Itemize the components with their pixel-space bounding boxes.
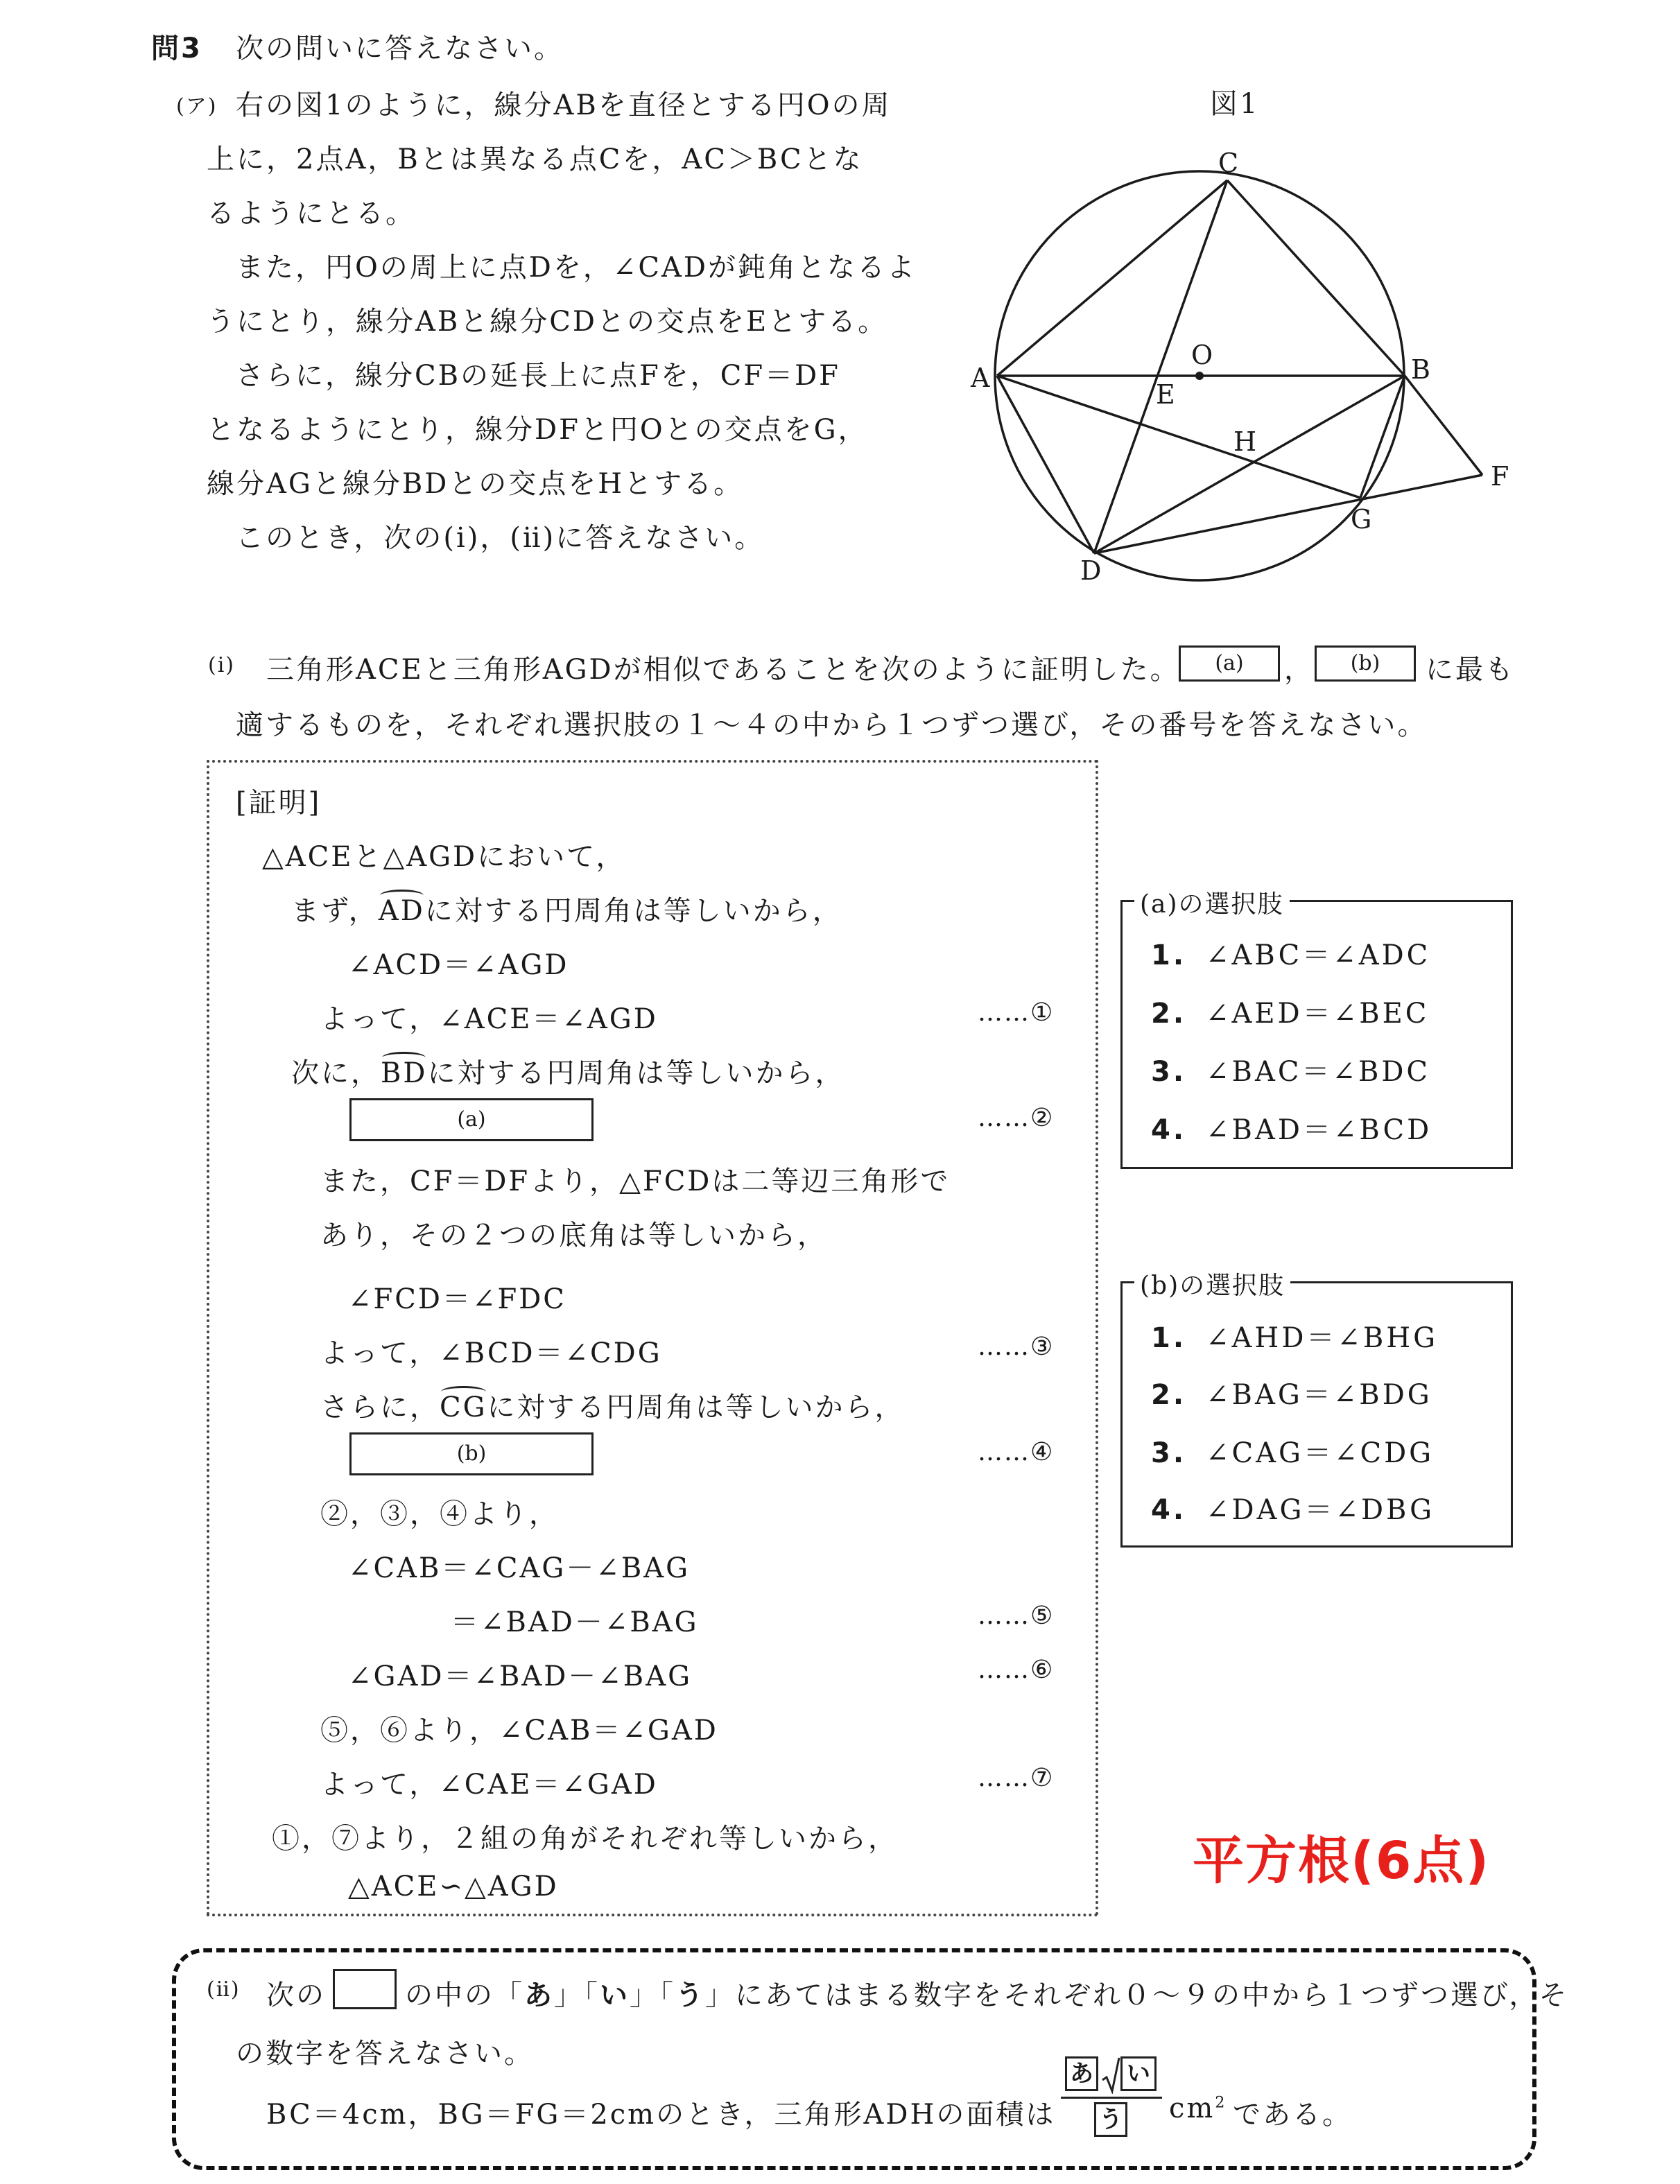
sqrt-sign-icon <box>1101 2056 1122 2094</box>
proof-line-1: △ACEと△AGDにおいて， <box>262 841 626 873</box>
q2-line-2: の数字を答えなさい。 <box>236 2038 534 2070</box>
proof-line-17: ①，⑦より，２組の角がそれぞれ等しいから， <box>272 1823 898 1855</box>
question-number: 問3 <box>151 33 202 64</box>
segment-df <box>1094 475 1482 553</box>
label-o: O <box>1191 340 1213 370</box>
arc-bd: BD <box>381 1057 428 1089</box>
choice-a-3[interactable]: 3. ∠BAC＝∠BDC <box>1151 1056 1431 1088</box>
proof-blank-a: (a) <box>349 1098 594 1141</box>
part-a-line-7: となるようにとり，線分DFと円Oとの交点をG， <box>207 414 868 446</box>
figure-1-diagram <box>957 139 1539 596</box>
arc-cg: CG <box>440 1392 487 1423</box>
choice-a-2[interactable]: 2. ∠AED＝∠BEC <box>1151 998 1430 1030</box>
q1-line-2: 適するものを，それぞれ選択肢の１～４の中から１つずつ選び，その番号を答えなさい。 <box>236 709 1428 741</box>
center-point-o <box>1195 372 1204 380</box>
part-a-line-9: このとき，次の(ⅰ)，(ⅱ)に答えなさい。 <box>236 522 765 554</box>
label-g: G <box>1351 504 1372 535</box>
part-a-line-5: うにとり，線分ABと線分CDとの交点をEとする。 <box>207 306 888 338</box>
proof-blank-b: (b) <box>349 1432 594 1475</box>
choice-b-3[interactable]: 3. ∠CAG＝∠CDG <box>1151 1437 1435 1469</box>
proof-title: [証明] <box>236 787 322 819</box>
q2-line-3: BC＝4cm，BG＝FG＝2cmのとき，三角形ADHの面積は <box>266 2099 1056 2131</box>
choices-a-legend: (a)の選択肢 <box>1134 885 1290 920</box>
proof-line-14: ∠GAD＝∠BAD－∠BAG <box>348 1661 693 1692</box>
label-e: E <box>1156 379 1175 410</box>
q2-end: である。 <box>1233 2099 1352 2131</box>
label-a: A <box>971 363 990 393</box>
q1-line-1: 三角形ACEと三角形AGDが相似であることを次のように証明した。 <box>266 654 1180 686</box>
q1-label: (ⅰ) <box>208 653 236 677</box>
proof-line-9: よって，∠BCD＝∠CDG <box>320 1337 662 1369</box>
part-a-line-2: 上に，2点A，Bとは異なる点Cを，AC＞BCとな <box>207 144 863 175</box>
choice-b-1[interactable]: 1. ∠AHD＝∠BHG <box>1151 1322 1439 1354</box>
proof-line-4: よって，∠ACE＝∠AGD <box>320 1003 658 1035</box>
label-c: C <box>1218 148 1239 178</box>
q2-unit: $cm^2$ <box>1169 2092 1227 2124</box>
marker-7: ……⑦ <box>978 1764 1055 1792</box>
arc-ad: AD <box>378 895 425 927</box>
marker-2: ……② <box>978 1104 1055 1132</box>
label-d: D <box>1080 555 1102 586</box>
q2-line-1: の中の「あ」「い」「う」にあてはまる数字をそれぞれ０～９の中から１つずつ選び，そ <box>405 1979 1569 2011</box>
figure-title: 図1 <box>1210 88 1260 120</box>
marker-5: ……⑤ <box>978 1602 1055 1630</box>
part-a-label: (ア) <box>176 94 218 119</box>
question-instruction: 次の問いに答えなさい。 <box>236 33 564 64</box>
part-a-line-6: さらに，線分CBの延長上に点Fを，CF＝DF <box>236 360 840 392</box>
part-a-line-1: 右の図1のように，線分ABを直径とする円Oの周 <box>236 89 892 121</box>
label-f: F <box>1491 461 1509 492</box>
score-note: 平方根(6点) <box>1193 1831 1491 1891</box>
label-b: B <box>1411 354 1430 385</box>
q2-pre: 次の <box>266 1979 326 2011</box>
segment-bg <box>1360 376 1405 498</box>
choices-b-legend: (b)の選択肢 <box>1134 1266 1290 1301</box>
marker-3: ……③ <box>978 1333 1055 1361</box>
proof-line-12: ∠CAB＝∠CAG－∠BAG <box>348 1552 691 1584</box>
q1-blank-b: (b) <box>1315 645 1416 682</box>
proof-line-8: ∠FCD＝∠FDC <box>348 1283 566 1315</box>
proof-line-5: 次に，BDに対する円周角は等しいから， <box>291 1057 845 1089</box>
segment-ag <box>997 376 1360 498</box>
choice-b-4[interactable]: 4. ∠DAG＝∠DBG <box>1151 1494 1435 1526</box>
proof-line-2: まず，ADに対する円周角は等しいから， <box>291 895 842 927</box>
answer-box-u[interactable]: う <box>1094 2102 1127 2137</box>
part-a-line-4: また，円Oの周上に点Dを，∠CADが鈍角となるよ <box>236 252 917 284</box>
choice-a-1[interactable]: 1. ∠ABC＝∠ADC <box>1151 939 1431 971</box>
marker-4: ……④ <box>978 1438 1055 1466</box>
marker-6: ……⑥ <box>978 1656 1055 1684</box>
proof-line-6: また，CF＝DFより，△FCDは二等辺三角形で <box>320 1165 951 1197</box>
choice-b-2[interactable]: 2. ∠BAG＝∠BDG <box>1151 1379 1432 1411</box>
answer-box-a[interactable]: あ <box>1065 2056 1098 2091</box>
proof-line-11: ②，③，④より， <box>320 1498 559 1530</box>
answer-box-i[interactable]: い <box>1120 2056 1157 2091</box>
proof-line-15: ⑤，⑥より，∠CAB＝∠GAD <box>320 1715 718 1747</box>
proof-line-18: △ACE∽△AGD <box>348 1871 559 1903</box>
part-a-line-3: るようにとる。 <box>207 198 415 229</box>
q2-label: (ⅱ) <box>207 1977 241 2002</box>
proof-line-10: さらに，CGに対する円周角は等しいから， <box>320 1392 905 1423</box>
choice-a-4[interactable]: 4. ∠BAD＝∠BCD <box>1151 1114 1432 1146</box>
proof-line-13: ＝∠BAD－∠BAG <box>451 1606 699 1638</box>
segment-bf <box>1405 376 1482 475</box>
q1-line-1-end: に最も <box>1426 654 1515 686</box>
label-h: H <box>1233 426 1257 457</box>
part-a-line-8: 線分AGと線分BDとの交点をHとする。 <box>207 468 744 500</box>
q2-blank-box <box>333 1969 397 2009</box>
proof-line-16: よって，∠CAE＝∠GAD <box>320 1769 658 1801</box>
q1-blank-a: (a) <box>1179 645 1280 682</box>
marker-1: ……① <box>978 998 1055 1027</box>
fraction-bar <box>1061 2097 1162 2099</box>
proof-line-7: あり，その２つの底角は等しいから， <box>320 1220 827 1251</box>
proof-line-3: ∠ACD＝∠AGD <box>348 949 569 981</box>
q1-comma: ， <box>1284 654 1314 686</box>
